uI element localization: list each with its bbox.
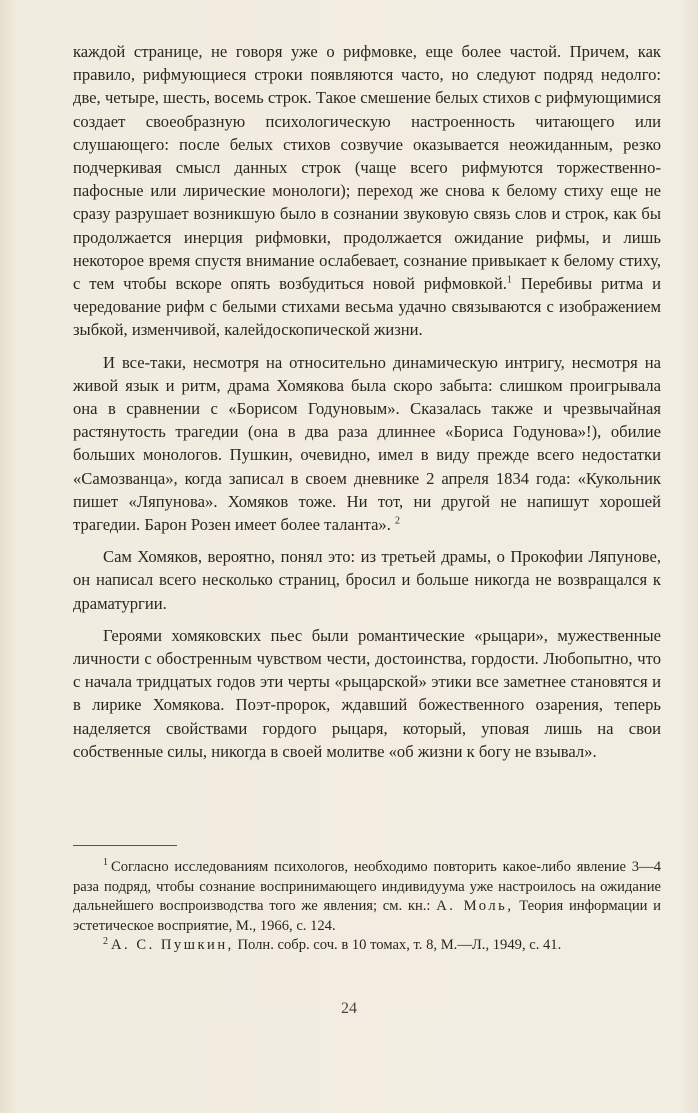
paragraph-text: Перебивы ритма и чередование рифм с белыми стихами весьма удачно связываются с изображением зыбкой, изменчивой, калейдоскопической жизни.: [73, 274, 661, 340]
paragraph-text: Сам Хомяков, вероятно, понял это: из третьей драмы, о Прокофии Ляпунове, он написал всего несколько страниц, бросил и больше никогда не возвращался к драматургии.: [73, 547, 661, 613]
paragraph: [73, 40, 661, 342]
footnote: [73, 936, 661, 956]
footnote-text: Теория информации и эстетическое восприятие, М., 1966, с. 124.: [73, 898, 661, 934]
footnote-author: А. С. Пушкин,: [111, 937, 234, 954]
paragraph: [73, 351, 661, 537]
paragraph: [73, 624, 661, 763]
paragraph-text: Героями хомяковских пьес были романтические «рыцари», мужественные личности с обостренным чувством чести, достоинства, гордости. Любопытно, что с начала тридцатых годов эти черты «рыцарской» этики все заметнее становятся и в лирике Хомякова. Поэт-пророк, ждавший божественного озарения, теперь наделяется свойствами гордого рыцаря, который, уповая лишь на свои собственные силы, никогда в своей молитве «об жизни к богу не взывал».: [73, 625, 661, 761]
footnotes: [73, 858, 661, 956]
paragraph: [73, 545, 661, 615]
footnote-separator: [73, 845, 177, 846]
paragraph-text: И все-таки, несмотря на относительно динамическую интригу, несмотря на живой язык и ритм, драма Хомякова была скоро забыта: слишком проигрывала она в сравнении с «Борисом Годуновым». Сказалась также и чрезвычайная растянутость трагедии (она в два раза длиннее «Бориса Годунова»!), обилие больших монологов. Пушкин, очевидно, имел в виду прежде всего недостатки «Самозванца», когда записал в своем дневнике 2 апреля 1834 года: «Кукольник пишет «Ляпунова». Хомяков тоже. Ни тот, ни другой не напишут хорошей трагедии. Барон Розен имеет более таланта».: [73, 352, 661, 535]
footnote-ref: 2: [395, 515, 401, 527]
footnote-author: А. Моль,: [436, 898, 514, 915]
paragraph-text: каждой странице, не говоря уже о рифмовке, еще более частой. Причем, как правило, рифмующиеся строки появляются часто, но следуют подряд недолго: две, четыре, шесть, восемь строк. Такое смешение белых стихов с рифмующимися создает своеобразную психологическую настроенность читающего или слушающего: после белых стихов созвучие оказывается неожиданным, резко подчеркивая смысл данных строк (чаще всего рифмуются торжественно-пафосные или лирические монологи); переход же снова к белому стиху еще не сразу разрушает возникшую было в сознании звуковую связь слов и строк, как бы продолжается инерция рифмовки, продолжается ожидание рифмы, и лишь некоторое время спустя внимание ослабевает, сознание привыкает к белому стиху, с тем чтобы вскоре опять возбудиться новой рифмовкой.: [73, 42, 661, 294]
footnote-text: Полн. собр. соч. в 10 томах, т. 8, М.—Л., 1949, с. 41.: [237, 937, 562, 954]
footnote-number: 1: [103, 857, 108, 869]
footnote-ref: 1: [506, 274, 512, 286]
main-text: [73, 40, 661, 763]
footnote: [73, 858, 661, 936]
footnote-text: Согласно исследованиям психологов, необходимо повторить какое-либо явление 3—4 раза подряд, чтобы сознание воспринимающего индивидуума уже настроилось на ожидание дальнейшего воспроизводства того же явления; см. кн.:: [73, 859, 661, 915]
page-number: 24: [341, 1000, 357, 1017]
footnote-number: 2: [103, 935, 108, 947]
